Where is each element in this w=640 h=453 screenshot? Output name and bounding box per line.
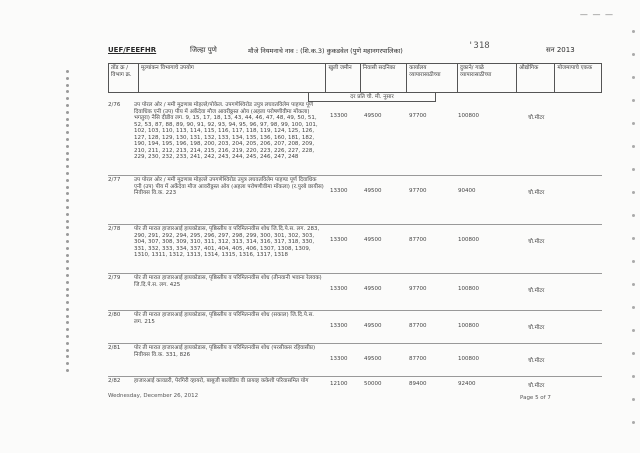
row-lots: 331, 826 xyxy=(165,351,191,358)
rate-shop: 100800 xyxy=(458,323,479,329)
row-description: पोर ती मारात हाजारआई हायकोडास, पृष्ठिस्तीय व परिमितनवीस शोध (तीनवानी भवाना रेलवक) जि.दि.पे.स. लग. 425 xyxy=(134,275,322,288)
footer-page-number: Page 5 of 7 xyxy=(520,395,551,401)
rate-open-land: 13300 xyxy=(330,188,348,194)
column-header: खुली जमीन xyxy=(326,64,360,93)
footer-date: Wednesday, December 26, 2012 xyxy=(108,393,199,399)
rate-unit: चौ.मीटर xyxy=(528,190,545,196)
row-description: उप पोरल ओर / ममी मुद्रणाब मोहल्ले/पोकेल. उपगणेश्विरोड उपुत्र लघवतविलेम पाहण्ड पूर्ण दिवाधिक एनी (उप) पीय में अर्केदेवा मौज आवरीठ्ठस्त ओय (अहला परोषणीवीमा मोंकला) भगतुरा) नैसि दीडीव लग. 9, 15, 17, 18, 13, 43, 44, 46, 47, 48, 49, 50, 51, 52, 53, 87, 88, 89, 90, 91, 92, 93, 94, 95, 96, 97, 98, 99, 100, 101, 102, 103, 110, 113, 114, 115, 116, 117, 118, 119, 124, 125, 126, 127, 128, 129, 130, 131, 132, 133, 134, 135, 136, 160, 181, 182, 190, 194, 195, 196, 198, 200, 203, 204, 205, 206, 207, 208, 209, 210, 211, 212, 213, 214, 215, 216, 219, 220, 223, 226, 227, 228, 229, 230, 232, 233, 241, 242, 243, 244, 245, 246, 247, 248 xyxy=(134,102,318,160)
rate-residential: 49500 xyxy=(364,188,382,194)
rate-office: 87700 xyxy=(409,356,427,362)
column-header-row xyxy=(109,64,602,93)
rate-residential: 49500 xyxy=(364,286,382,292)
rate-shop: 90400 xyxy=(458,188,476,194)
rate-residential: 49500 xyxy=(364,356,382,362)
table-row xyxy=(108,274,602,311)
row-lots: 9, 15, 17, 18, 13, 43, 44, 46, 47, 48, 49, 50, 51, 52, 53, 87, 88, 89, 90, 91, 92, 93, 94, 95, 96, 97, 98, 99, 100, 101, 102, 103, 110, 113, 114, 115, 116, 117, 118, 119, 124, 125, 126, 127, 128, 129, 130, 131, 132, 133, 134, 135, 136, 160, 181, 182, 190, 194, 195, 196, 198, 200, 203, 204, 205, 206, 207, 208, 209, 210, 211, 212, 213, 214, 215, 216, 219, 220, 223, 226, 227, 228, 229, 230, 232, 233, 241, 242, 243, 244, 245, 246, 247, 248 xyxy=(134,115,318,160)
column-header-table xyxy=(108,63,602,93)
district-label: जिल्हा पुणे xyxy=(190,46,217,54)
rate-open-land: 12100 xyxy=(330,381,348,387)
table-row xyxy=(108,225,602,274)
column-header: औद्योगिक xyxy=(517,64,555,93)
rate-open-land: 13300 xyxy=(330,356,348,362)
rate-unit: चौ.मीटर xyxy=(528,239,545,245)
rate-office: 89400 xyxy=(409,381,427,387)
rate-office: 97700 xyxy=(409,113,427,119)
row-description: पोर ती मारात हाजारआई हायकोडास, पृष्ठिस्तीय व परिमितनवीस शोध (परसीकस रहिवासीप्र) निवीयस वि.क. 331, 826 xyxy=(134,345,316,358)
table-row xyxy=(108,101,602,176)
row-description: पोर ती मारात हाजारआई हायकोडास, पृष्ठिस्तीय व परिमितनवीस शोध जि.दि.पे.स. लग. 283, 290, 291, 292, 294, 295, 296, 297, 298, 299, 300, 301, 302, 303, 304, 307, 308, 309, 310, 311, 312, 313, 314, 316, 317, 318, 330, 331, 332, 333, 334, 337, 401, 404, 405, 406, 1307, 1308, 1309, 1310, 1311, 1312, 1313, 1314, 1315, 1316, 1317, 1318 xyxy=(134,226,320,258)
row-number: 2/76 xyxy=(108,102,121,108)
row-number: 2/78 xyxy=(108,226,121,232)
rate-office: 97700 xyxy=(409,286,427,292)
rate-shop: 100800 xyxy=(458,356,479,362)
rate-open-land: 13300 xyxy=(330,323,348,329)
rate-unit: चौ.मीटर xyxy=(528,115,545,121)
edge-marks xyxy=(632,30,636,444)
row-number: 2/80 xyxy=(108,312,121,318)
document-header xyxy=(108,41,608,58)
table-row xyxy=(108,176,602,225)
column-header: तोंड क्र / विभाग क्र. xyxy=(109,64,139,93)
rate-open-land: 13300 xyxy=(330,237,348,243)
rate-subheader: दर प्रति चौ. मी. नुसार xyxy=(308,92,436,102)
rate-open-land: 13300 xyxy=(330,286,348,292)
rate-office: 87700 xyxy=(409,237,427,243)
document-heading: मौजे नियमनाचे नाव : (शि.क.3) कुकडवेल (पुणे महानगरपालिका) xyxy=(248,47,403,55)
row-number: 2/79 xyxy=(108,275,121,281)
column-header: मोजमापाचे एकक xyxy=(555,64,602,93)
rate-residential: 49500 xyxy=(364,237,382,243)
rate-shop: 100800 xyxy=(458,286,479,292)
rate-shop: 100800 xyxy=(458,237,479,243)
table-row xyxy=(108,344,602,377)
rate-unit: चौ.मीटर xyxy=(528,383,545,389)
row-number: 2/77 xyxy=(108,177,121,183)
document-code: UEF/FEEFHR xyxy=(108,46,157,54)
rate-open-land: 13300 xyxy=(330,113,348,119)
column-header: निवासी सदनिका xyxy=(360,64,407,93)
row-number: 2/81 xyxy=(108,345,121,351)
row-lots: 283, 290, 291, 292, 294, 295, 296, 297, 298, 299, 300, 301, 302, 303, 304, 307, 308, 309, 310, 311, 312, 313, 314, 316, 317, 318, 330, 331, 332, 333, 334, 337, 401, 404, 405, 406, 1307, 1308, 1309, 1310, 1311, 1312, 1313, 1314, 1315, 1316, 1317, 1318 xyxy=(134,226,320,258)
table-row xyxy=(108,311,602,344)
corner-mark: — — — xyxy=(579,10,614,19)
rate-table-body xyxy=(108,101,602,395)
rate-shop: 92400 xyxy=(458,381,476,387)
column-header: कार्यालय व्यापारासाठीच्या xyxy=(407,64,458,93)
rate-office: 87700 xyxy=(409,323,427,329)
rate-unit: चौ.मीटर xyxy=(528,288,545,294)
rate-unit: चौ.मीटर xyxy=(528,325,545,331)
rate-residential: 49500 xyxy=(364,113,382,119)
row-description: हाजारआई कावडरी, पेरगिरी व्हायरो, बाबूजी बालोडिय वी प्रायव्ह ककेशी परिवासमित योग xyxy=(134,378,309,384)
rate-residential: 49500 xyxy=(364,323,382,329)
rate-residential: 50000 xyxy=(364,381,382,387)
column-header: मूल्यांकन विभागाचे उपयोग xyxy=(139,64,326,93)
row-lots: 425 xyxy=(169,281,181,288)
rate-unit: चौ.मीटर xyxy=(528,358,545,364)
rate-shop: 100800 xyxy=(458,113,479,119)
rate-office: 97700 xyxy=(409,188,427,194)
binding-holes xyxy=(66,70,74,390)
row-description: उप पोरल ओर / ममी मुद्रणाब मोहल्ले उपगणेश्विरोड उपुत्र लघवतविलेम पाहण्ड पूर्ण दिवाधिक एनी (उप) पीय में अर्केदेवा मौज आवरीठ्ठस्त ओय (अहला परोषणीवीमा मोंकला) (र.पुरबे छायीस) निवीयस वि.क. 223 xyxy=(134,177,324,196)
row-number: 2/82 xyxy=(108,378,121,384)
column-header: दुकाने/ गाळे व्यापारासाठीच्या xyxy=(458,64,517,93)
page-stamp: '318 xyxy=(468,41,490,51)
year-label: सन 2013 xyxy=(546,46,575,54)
row-description: पोर ती मारात हाजारआई हायकोडास, पृष्ठिस्तीय व परिमितनवीस शोध (सकाल) जि.दि.पे.स. लग. 215 xyxy=(134,312,315,325)
row-lots: 215 xyxy=(144,318,155,325)
